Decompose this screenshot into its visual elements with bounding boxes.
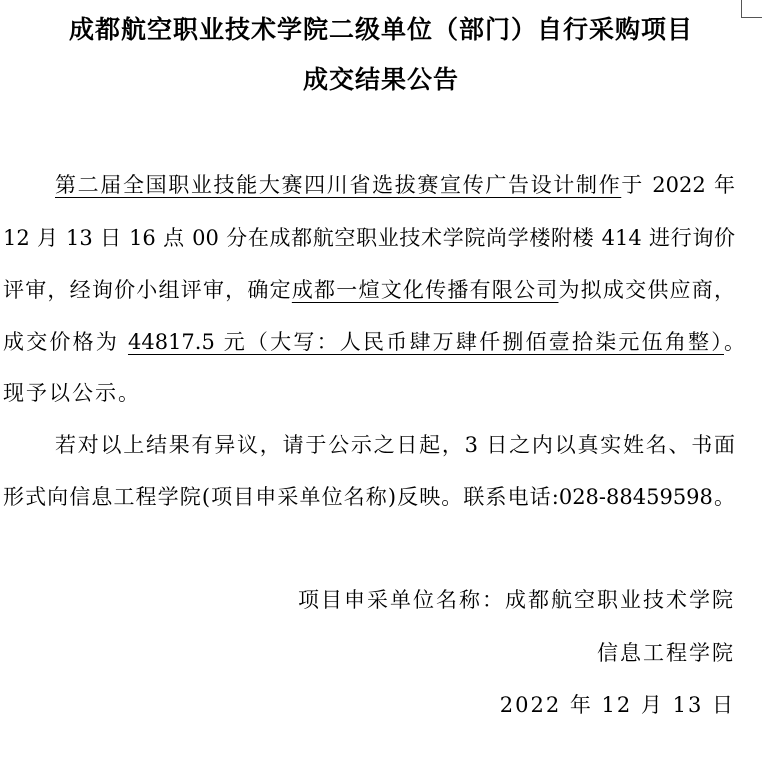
announcement-line-4 xyxy=(3,327,745,357)
announcement-line-3-after: 为拟成交供应商， xyxy=(558,278,735,302)
announcement-line-4-after: 。 xyxy=(724,330,745,354)
transaction-price: 44817.5 元（大写：人民币肆万肆仟捌佰壹拾柒元伍角整） xyxy=(127,330,724,354)
announcement-line-1 xyxy=(55,170,735,200)
objection-line-2: 形式向信息工程学院(项目申采单位名称)反映。联系电话:028-88459598。 xyxy=(3,485,735,509)
announcement-line-4-before: 成交价格为 xyxy=(3,330,128,354)
project-name: 第二届全国职业技能大赛四川省选拔赛宣传广告设计制作 xyxy=(55,173,622,197)
announcement-line-3-before: 评审，经询价小组评审，确定 xyxy=(3,278,292,302)
objection-line-1: 若对以上结果有异议，请于公示之日起，3 日之内以真实姓名、书面 xyxy=(55,433,735,457)
announcement-line-5: 现予以公示。 xyxy=(3,381,141,405)
document-title-line2: 成交结果公告 xyxy=(302,65,459,94)
supplier-name: 成都一煊文化传播有限公司 xyxy=(291,278,559,302)
signature-date: 2022 年 12 月 13 日 xyxy=(499,693,735,717)
announcement-line-2: 12 月 13 日 16 点 00 分在成都航空职业技术学院尚学楼附楼 414 进行询价 xyxy=(3,226,735,250)
announcement-line-3 xyxy=(3,275,735,305)
signature-department: 信息工程学院 xyxy=(597,641,735,665)
document-title-line1: 成都航空职业技术学院二级单位（部门）自行采购项目 xyxy=(68,15,693,44)
announcement-line-1-rest: 于 2022 年 xyxy=(621,173,736,197)
signature-unit: 项目申采单位名称：成都航空职业技术学院 xyxy=(298,588,735,612)
